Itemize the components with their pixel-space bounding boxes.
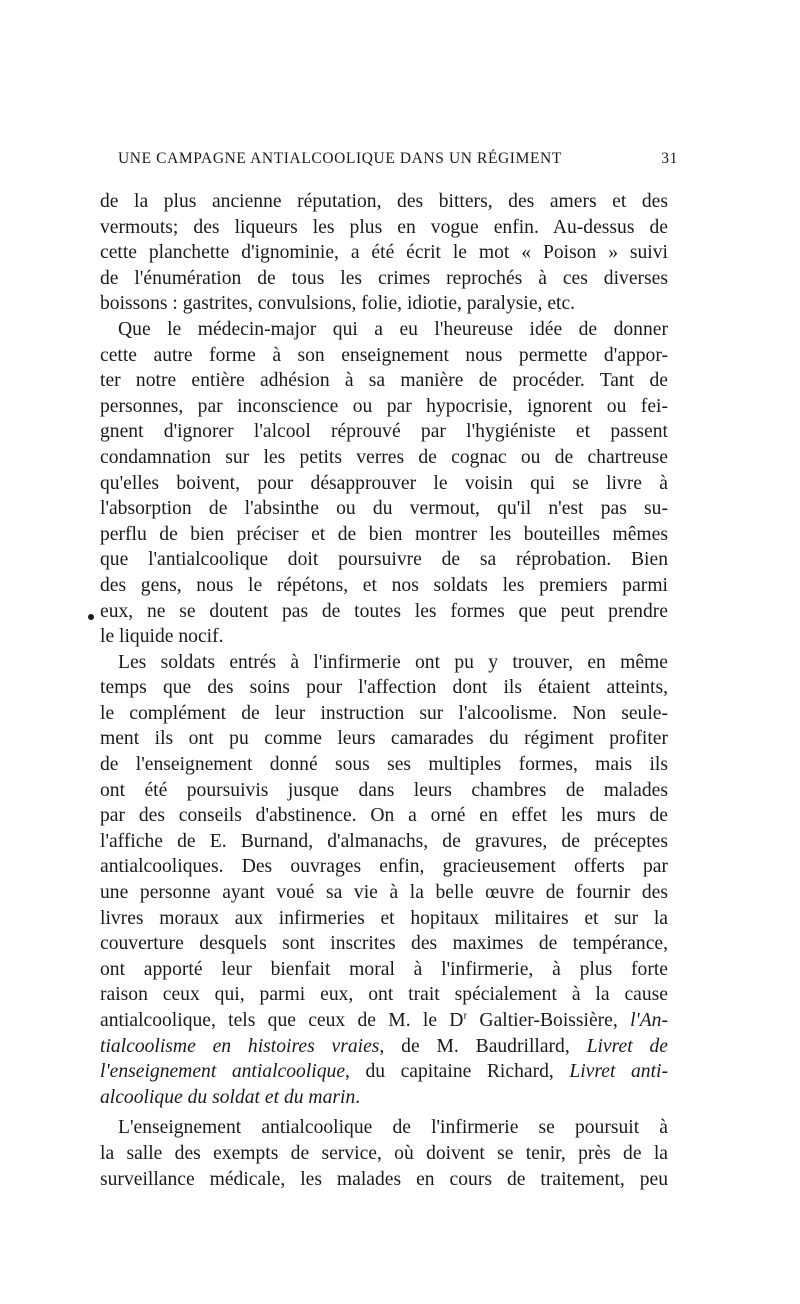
text-line: ment ils ont pu comme leurs camarades du régiment profiter [100,728,668,750]
text-line: tialcoolisme en histoires vraies, de M. Baudrillard, Livret de [100,1035,668,1057]
book-title: tialcoolisme en histoires vraies [100,1035,380,1057]
text-line: l'enseignement antialcoolique, du capitaine Richard, Livret anti- [100,1061,668,1083]
text-line: cette autre forme à son enseignement nous permette d'appor- [100,344,668,366]
text-line: des gens, nous le répétons, et nos soldats les premiers parmi [100,574,668,596]
text-line: ont apporté leur bienfait moral à l'infirmerie, à plus forte [100,958,668,980]
text-line: perflu de bien préciser et de bien montrer les bouteilles mêmes [100,523,668,545]
text-line: livres moraux aux infirmeries et hopitaux militaires et sur la [100,907,668,929]
body-text [100,189,668,1192]
book-title: l'An- [630,1010,668,1031]
text-line: la salle des exempts de service, où doivent se tenir, près de la [100,1142,668,1164]
text-line: le complément de leur instruction sur l'alcoolisme. Non seule- [100,702,668,724]
text-line: surveillance médicale, les malades en cours de traitement, peu [100,1168,668,1190]
page-header [118,150,678,174]
text-line: par des conseils d'abstinence. On a orné en effet les murs de [100,805,668,827]
superscript: r [463,1009,468,1022]
text-line: cette planchette d'ignominie, a été écrit le mot « Poison » suivi [100,242,668,264]
text-line: une personne ayant voué sa vie à la belle œuvre de fournir des [100,882,668,904]
text-line: antialcoolique, tels que ceux de M. le $D^r$ Galtier-Boissière, l'An- [100,1009,668,1031]
text-line: ont été poursuivis jusque dans leurs chambres de malades [100,779,668,801]
text-line: qu'elles boivent, pour désapprouver le voisin qui se livre à [100,472,668,494]
paragraph-start: L'enseignement antialcoolique de l'infirmerie se poursuit à [118,1117,668,1139]
text-line: personnes, par inconscience ou par hypocrisie, ignorent ou fei- [100,395,668,417]
book-title: l'enseignement antialcoolique [100,1061,346,1083]
paragraph-start: Que le médecin-major qui a eu l'heureuse idée de donner [118,318,668,340]
text-line: raison ceux qui, parmi eux, ont trait spécialement à la cause [100,984,668,1006]
page-number: 31 [661,150,678,167]
running-head: UNE CAMPAGNE ANTIALCOOLIQUE DANS UN RÉGIMENT [118,150,562,167]
text-line: l'affiche de E. Burnand, d'almanachs, de gravures, de préceptes [100,830,668,852]
text-line: couverture desquels sont inscrites des maximes de tempérance, [100,933,668,955]
text-line: de l'énumération de tous les crimes reprochés à ces diverses [100,267,668,289]
text-line: ter notre entière adhésion à sa manière de procéder. Tant de [100,370,668,392]
text-line: boissons : gastrites, convulsions, folie, idiotie, paralysie, etc. [100,293,576,315]
text-line: eux, ne se doutent pas de toutes les formes que peut prendre [100,600,668,622]
text-line: de l'enseignement donné sous ses multiples formes, mais ils [100,754,668,776]
text-line: antialcooliques. Des ouvrages enfin, gracieusement offerts par [100,856,668,878]
margin-mark [88,614,94,620]
text-line: que l'antialcoolique doit poursuivre de sa réprobation. Bien [100,549,668,571]
text-line: l'absorption de l'absinthe ou du vermout, qu'il n'est pas su- [100,498,668,520]
paragraph-start: Les soldats entrés à l'infirmerie ont pu y trouver, en même [118,651,668,673]
book-title: Livret de [586,1035,668,1057]
text-line: gnent d'ignorer l'alcool réprouvé par l'hygiéniste et passent [100,421,668,443]
book-title: Livret anti- [569,1061,668,1083]
book-title: alcoolique du soldat et du marin [100,1086,356,1108]
text-line: alcoolique du soldat et du marin. [100,1086,361,1108]
text-line: de la plus ancienne réputation, des bitters, des amers et des [100,191,668,212]
text-line: le liquide nocif. [100,626,224,648]
text-line: temps que des soins pour l'affection dont ils étaient atteints, [100,677,668,699]
text-line: vermouts; des liqueurs les plus en vogue enfin. Au-dessus de [100,216,668,238]
text-line: condamnation sur les petits verres de cognac ou de chartreuse [100,446,668,468]
